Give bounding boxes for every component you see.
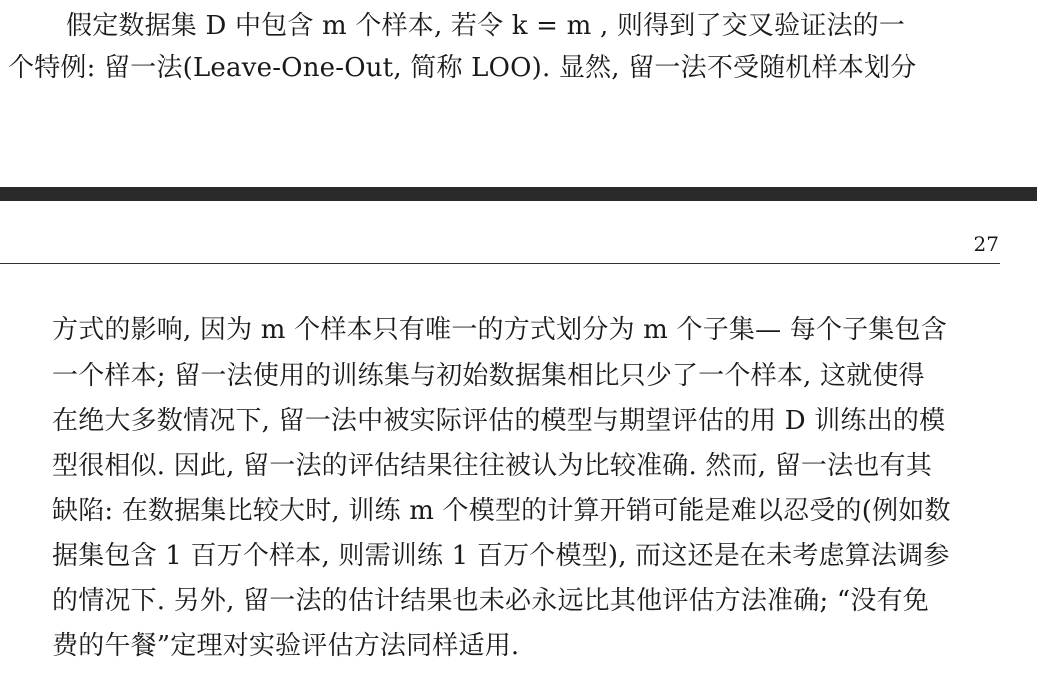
page-divider xyxy=(0,187,1037,201)
text-line: 方式的影响, 因为 m 个样本只有唯一的方式划分为 m 个子集— 每个子集包含 xyxy=(52,315,947,345)
text-line: 假定数据集 D 中包含 m 个样本, 若令 k = m , 则得到了交叉验证法的一 xyxy=(66,11,906,41)
text-line: 个特例: 留一法(Leave-One-Out, 简称 LOO). 显然, 留一法不受随机样本划分 xyxy=(8,53,917,83)
header-rule xyxy=(0,263,1000,264)
text-line: 一个样本; 留一法使用的训练集与初始数据集相比只少了一个样本, 这就使得 xyxy=(52,361,925,391)
text-line: 在绝大多数情况下, 留一法中被实际评估的模型与期望评估的用 D 训练出的模 xyxy=(52,406,946,436)
text-line: 的情况下. 另外, 留一法的估计结果也未必永远比其他评估方法准确; “没有免 xyxy=(52,586,929,616)
text-line: 据集包含 1 百万个样本, 则需训练 1 百万个模型), 而这还是在未考虑算法调参 xyxy=(52,541,950,571)
text-line: 型很相似. 因此, 留一法的评估结果往往被认为比较准确. 然而, 留一法也有其 xyxy=(52,451,932,481)
page-number: 27 xyxy=(973,232,999,256)
text-line: 缺陷: 在数据集比较大时, 训练 m 个模型的计算开销可能是难以忍受的(例如数 xyxy=(52,496,951,526)
text-line: 费的午餐”定理对实验评估方法同样适用. xyxy=(52,631,520,661)
